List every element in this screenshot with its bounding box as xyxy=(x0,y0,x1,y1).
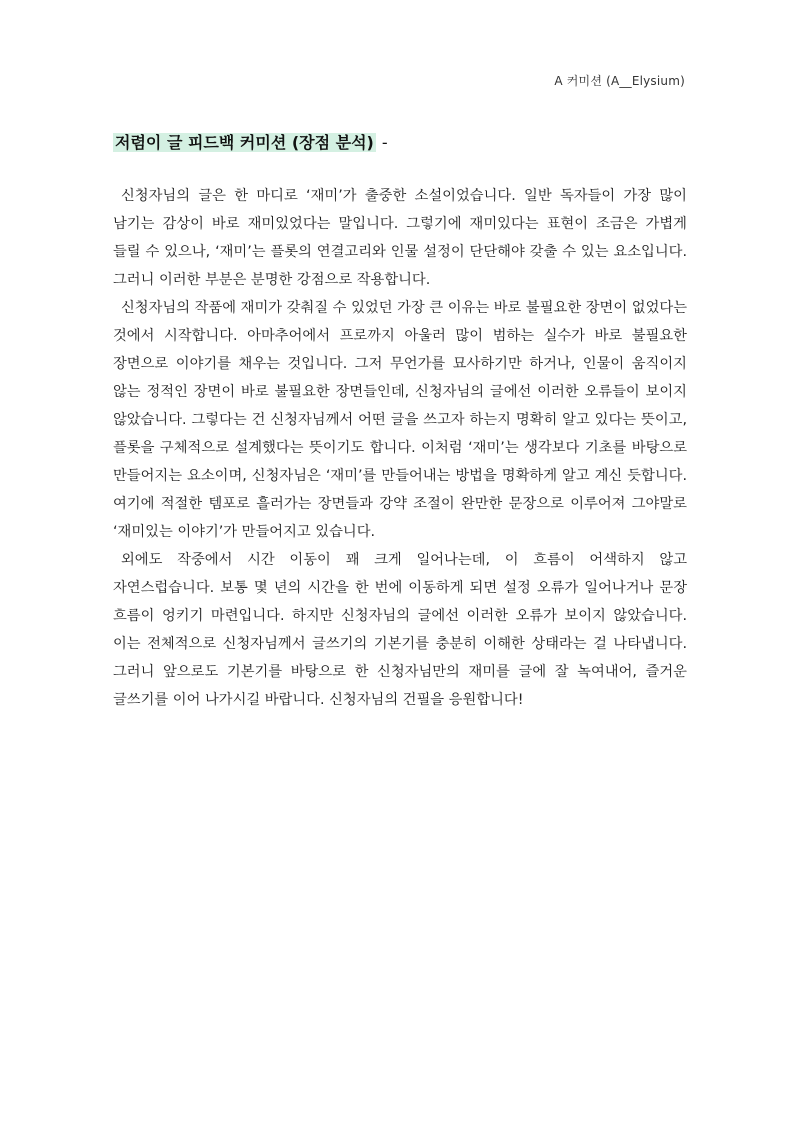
header-author-tag: A 커미션 (A__Elysium) xyxy=(554,74,685,88)
document-title: 저렴이 글 피드백 커미션 (장점 분석) xyxy=(115,133,374,152)
document-body xyxy=(113,182,687,714)
document-title-row xyxy=(113,130,388,153)
document-title-suffix: - xyxy=(381,133,388,152)
body-paragraph-3: 외에도 작중에서 시간 이동이 꽤 크게 일어나는데, 이 흐름이 어색하지 않고 자연스럽습니다. 보통 몇 년의 시간을 한 번에 이동하게 되면 설정 오류가 일어나거나 문장 흐름이 엉키기 마련입니다. 하지만 신청자님의 글에선 이러한 오류가 보이지 않았습니다. 이는 전체적으로 신청자님께서 글쓰기의 기본기를 충분히 이해한 상태라는 걸 나타냅니다. 그러니 앞으로도 기본기를 바탕으로 한 신청자님만의 재미를 글에 잘 녹여내어, 즐거운 글쓰기를 이어 나가시길 바랍니다. 신청자님의 건필을 응원합니다! xyxy=(113,552,687,708)
body-paragraph-1: 신청자님의 글은 한 마디로 ‘재미’가 출중한 소설이었습니다. 일반 독자들이 가장 많이 남기는 감상이 바로 재미있었다는 말입니다. 그렇기에 재미있다는 표현이 조금은 가볍게 들릴 수 있으나, ‘재미’는 플롯의 연결고리와 인물 설정이 단단해야 갖출 수 있는 요소입니다. 그러니 이러한 부분은 분명한 강점으로 작용합니다. xyxy=(113,188,687,288)
body-paragraph-2: 신청자님의 작품에 재미가 갖춰질 수 있었던 가장 큰 이유는 바로 불필요한 장면이 없었다는 것에서 시작합니다. 아마추어에서 프로까지 아울러 많이 범하는 실수가 바로 불필요한 장면으로 이야기를 채우는 것입니다. 그저 무언가를 묘사하기만 하거나, 인물이 움직이지 않는 정적인 장면이 바로 불필요한 장면들인데, 신청자님의 글에선 이러한 오류들이 보이지 않았습니다. 그렇다는 건 신청자님께서 어떤 글을 쓰고자 하는지 명확히 알고 있다는 뜻이고, 플롯을 구체적으로 설계했다는 뜻이기도 합니다. 이처럼 ‘재미’는 생각보다 기초를 바탕으로 만들어지는 요소이며, 신청자님은 ‘재미’를 만들어내는 방법을 명확하게 알고 계신 듯합니다. 여기에 적절한 템포로 흘러가는 장면들과 강약 조절이 완만한 문장으로 이루어져 그야말로 ‘재미있는 이야기’가 만들어지고 있습니다. xyxy=(113,300,687,540)
